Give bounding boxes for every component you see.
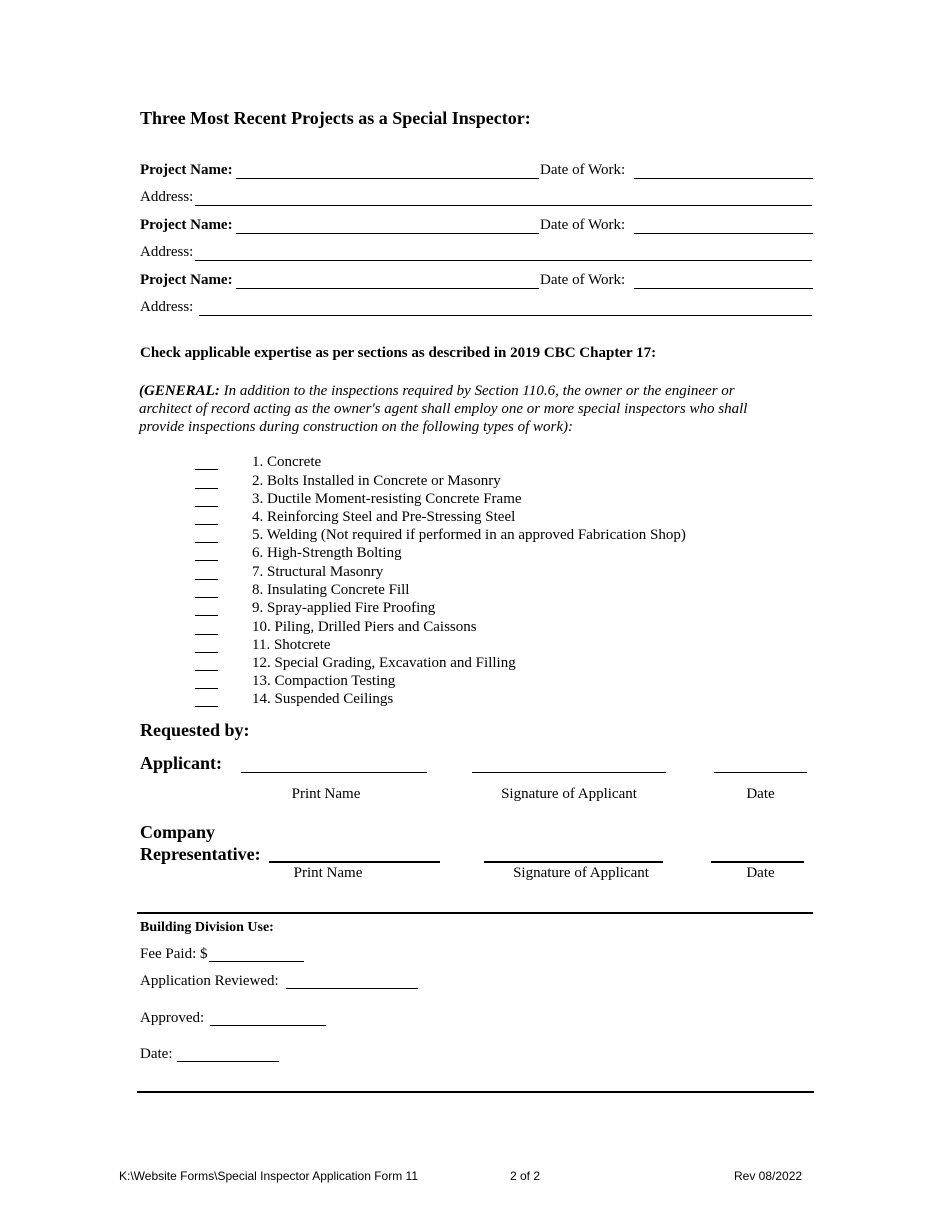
expertise-item: 4. Reinforcing Steel and Pre-Stressing Steel — [252, 509, 516, 525]
address-field[interactable] — [195, 205, 812, 206]
page-title: Three Most Recent Projects as a Special Inspector: — [140, 108, 531, 128]
general-bold: (GENERAL: — [139, 383, 220, 399]
address-field[interactable] — [195, 260, 812, 261]
checkbox-line[interactable] — [195, 652, 218, 653]
company-label: Company — [140, 822, 216, 842]
project-name-label: Project Name: — [140, 162, 233, 178]
general-paragraph — [139, 382, 789, 436]
applicant-print-name-field[interactable] — [241, 772, 427, 773]
fee-paid-field[interactable] — [209, 961, 304, 962]
date-label: Date: — [140, 1046, 173, 1062]
date-of-work-field[interactable] — [634, 178, 813, 179]
date-of-work-label: Date of Work: — [540, 217, 626, 233]
application-reviewed-field[interactable] — [286, 988, 418, 989]
fee-paid-label: Fee Paid: $ — [140, 946, 208, 962]
approved-field[interactable] — [210, 1025, 326, 1026]
expertise-item: 9. Spray-applied Fire Proofing — [252, 600, 436, 616]
expertise-item: 13. Compaction Testing — [252, 673, 396, 689]
expertise-heading: Check applicable expertise as per sections as described in 2019 CBC Chapter 17: — [140, 345, 657, 361]
checkbox-line[interactable] — [195, 542, 218, 543]
expertise-item: 7. Structural Masonry — [252, 564, 384, 580]
checkbox-line[interactable] — [195, 469, 218, 470]
print-name-caption: Print Name — [291, 786, 361, 802]
representative-label: Representative: — [140, 844, 261, 864]
print-name-caption: Print Name — [293, 865, 363, 881]
building-division-heading: Building Division Use: — [140, 920, 274, 935]
address-label: Address: — [140, 244, 194, 260]
applicant-date-field[interactable] — [714, 772, 807, 773]
date-caption: Date — [746, 865, 775, 881]
expertise-item: 12. Special Grading, Excavation and Filling — [252, 655, 516, 671]
rep-signature-field[interactable] — [484, 861, 663, 863]
checkbox-line[interactable] — [195, 615, 218, 616]
checkbox-line[interactable] — [195, 524, 218, 525]
footer-path: K:\Website Forms\Special Inspector Application Form 11 — [119, 1169, 419, 1183]
footer-page: 2 of 2 — [510, 1169, 541, 1183]
expertise-item: 3. Ductile Moment-resisting Concrete Frame — [252, 491, 522, 507]
checkbox-line[interactable] — [195, 670, 218, 671]
expertise-item: 2. Bolts Installed in Concrete or Masonry — [252, 473, 501, 489]
signature-caption: Signature of Applicant — [501, 786, 637, 802]
expertise-item: 11. Shotcrete — [252, 637, 331, 653]
checkbox-line[interactable] — [195, 688, 218, 689]
address-label: Address: — [140, 299, 194, 315]
expertise-item: 5. Welding (Not required if performed in an approved Fabrication Shop) — [252, 527, 686, 543]
project-name-label: Project Name: — [140, 217, 233, 233]
section-divider — [137, 912, 813, 914]
checkbox-line[interactable] — [195, 597, 218, 598]
checkbox-line[interactable] — [195, 506, 218, 507]
signature-caption: Signature of Applicant — [513, 865, 649, 881]
date-caption: Date — [746, 786, 775, 802]
project-name-field[interactable] — [236, 178, 539, 179]
expertise-item: 14. Suspended Ceilings — [252, 691, 394, 707]
date-of-work-field[interactable] — [634, 288, 813, 289]
date-of-work-label: Date of Work: — [540, 272, 626, 288]
address-label: Address: — [140, 189, 194, 205]
checkbox-line[interactable] — [195, 560, 218, 561]
project-name-field[interactable] — [236, 233, 539, 234]
rep-print-name-field[interactable] — [269, 861, 440, 863]
project-name-label: Project Name: — [140, 272, 233, 288]
date-of-work-label: Date of Work: — [540, 162, 626, 178]
general-text: In addition to the inspections required by Section 110.6, the owner or the engineer or architect of record acting as the owner's agent shall employ one or more special inspectors who shall provide inspections during construction on the following types of work): — [139, 383, 748, 435]
approved-label: Approved: — [140, 1010, 205, 1026]
requested-by-heading: Requested by: — [140, 720, 250, 740]
project-name-field[interactable] — [236, 288, 539, 289]
checkbox-line[interactable] — [195, 488, 218, 489]
expertise-item: 6. High-Strength Bolting — [252, 545, 402, 561]
checkbox-line[interactable] — [195, 579, 218, 580]
address-field[interactable] — [199, 315, 812, 316]
section-divider-bottom — [137, 1091, 814, 1093]
date-field[interactable] — [177, 1061, 279, 1062]
rep-date-field[interactable] — [711, 861, 804, 863]
expertise-item: 10. Piling, Drilled Piers and Caissons — [252, 619, 477, 635]
expertise-item: 1. Concrete — [252, 454, 322, 470]
applicant-label: Applicant: — [140, 753, 223, 773]
application-reviewed-label: Application Reviewed: — [140, 973, 279, 989]
expertise-item: 8. Insulating Concrete Fill — [252, 582, 410, 598]
checkbox-line[interactable] — [195, 706, 218, 707]
applicant-signature-field[interactable] — [472, 772, 666, 773]
date-of-work-field[interactable] — [634, 233, 813, 234]
footer-rev: Rev 08/2022 — [734, 1169, 803, 1183]
checkbox-line[interactable] — [195, 634, 218, 635]
